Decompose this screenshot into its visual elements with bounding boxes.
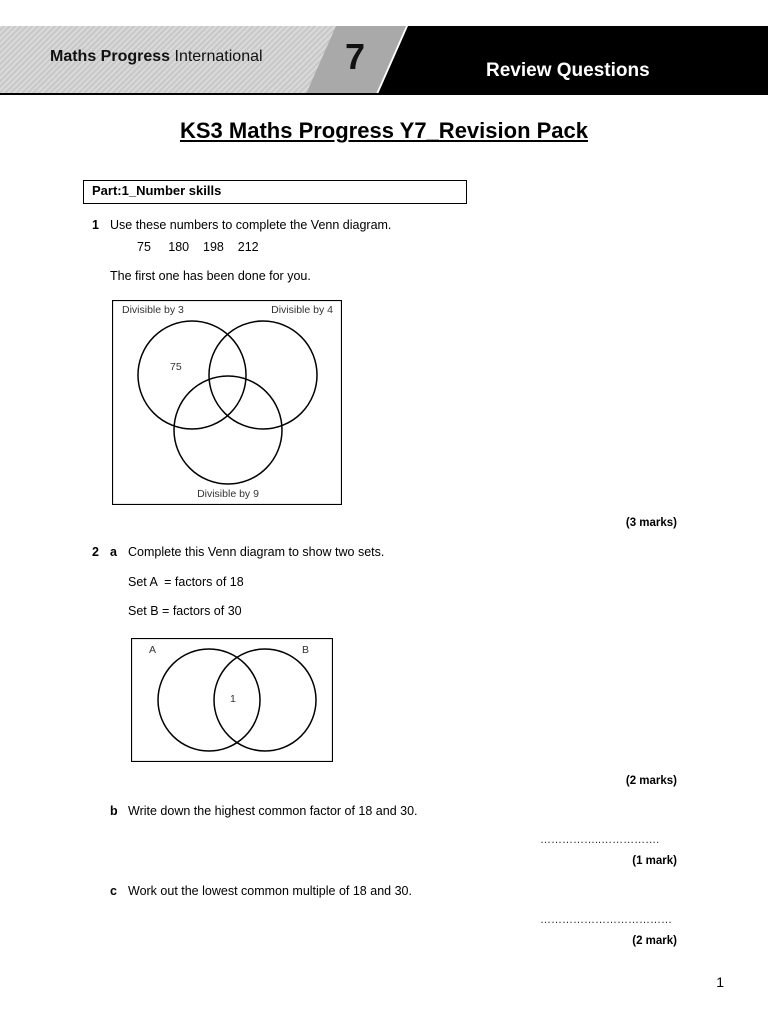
q1-numbers: 75 180 198 212 bbox=[137, 240, 259, 254]
header-divider bbox=[0, 93, 768, 95]
q2b-marks: (1 mark) bbox=[632, 855, 677, 867]
venn1-circle-c bbox=[174, 376, 282, 484]
page-number: 1 bbox=[716, 974, 724, 990]
q1-number: 1 bbox=[92, 218, 99, 232]
venn-diagram-1 bbox=[112, 300, 342, 505]
venn1-circle-b bbox=[209, 321, 317, 429]
brand-normal: International bbox=[170, 48, 263, 65]
q2a-set-a: Set A = factors of 18 bbox=[128, 575, 244, 589]
venn1-frame bbox=[113, 301, 342, 505]
section-title: Review Questions bbox=[486, 60, 650, 81]
q2a-text: Complete this Venn diagram to show two sets. bbox=[128, 545, 385, 559]
q2a-letter: a bbox=[110, 545, 117, 559]
venn1-circle-a bbox=[138, 321, 246, 429]
q2b-answer-line[interactable]: ……………..……………. bbox=[540, 834, 660, 846]
venn-diagram-2 bbox=[131, 638, 333, 762]
q1-marks: (3 marks) bbox=[625, 517, 677, 529]
q2a-set-b: Set B = factors of 30 bbox=[128, 604, 242, 618]
brand-title bbox=[50, 48, 263, 66]
venn1-entry: 75 bbox=[170, 361, 182, 373]
venn2-label-b: B bbox=[302, 644, 310, 656]
venn2-entry: 1 bbox=[230, 693, 236, 705]
venn1-label-c: Divisible by 9 bbox=[197, 488, 259, 500]
part-heading: Part:1_Number skills bbox=[92, 183, 222, 198]
brand-bold: Maths Progress bbox=[50, 48, 171, 65]
q2-number: 2 bbox=[92, 545, 99, 559]
q2c-answer-line[interactable]: ……………………………… bbox=[540, 914, 672, 926]
q2b-text: Write down the highest common factor of 18 and 30. bbox=[128, 804, 418, 818]
unit-number: 7 bbox=[345, 36, 366, 77]
q2c-text: Work out the lowest common multiple of 18 and 30. bbox=[128, 884, 412, 898]
venn2-circle-a bbox=[158, 649, 260, 751]
part-heading-box bbox=[83, 180, 467, 204]
venn1-label-a: Divisible by 3 bbox=[122, 304, 184, 316]
venn1-label-b: Divisible by 4 bbox=[271, 304, 333, 316]
q1-text: Use these numbers to complete the Venn diagram. bbox=[110, 218, 392, 232]
header-banner bbox=[0, 26, 768, 94]
venn2-label-a: A bbox=[149, 644, 157, 656]
page-title: KS3 Maths Progress Y7_Revision Pack bbox=[179, 118, 588, 143]
q1-note: The first one has been done for you. bbox=[110, 269, 311, 283]
q2a-marks: (2 marks) bbox=[625, 775, 677, 787]
q2c-marks: (2 mark) bbox=[632, 935, 677, 947]
q2c-letter: c bbox=[110, 884, 117, 898]
q2b-letter: b bbox=[110, 804, 118, 818]
